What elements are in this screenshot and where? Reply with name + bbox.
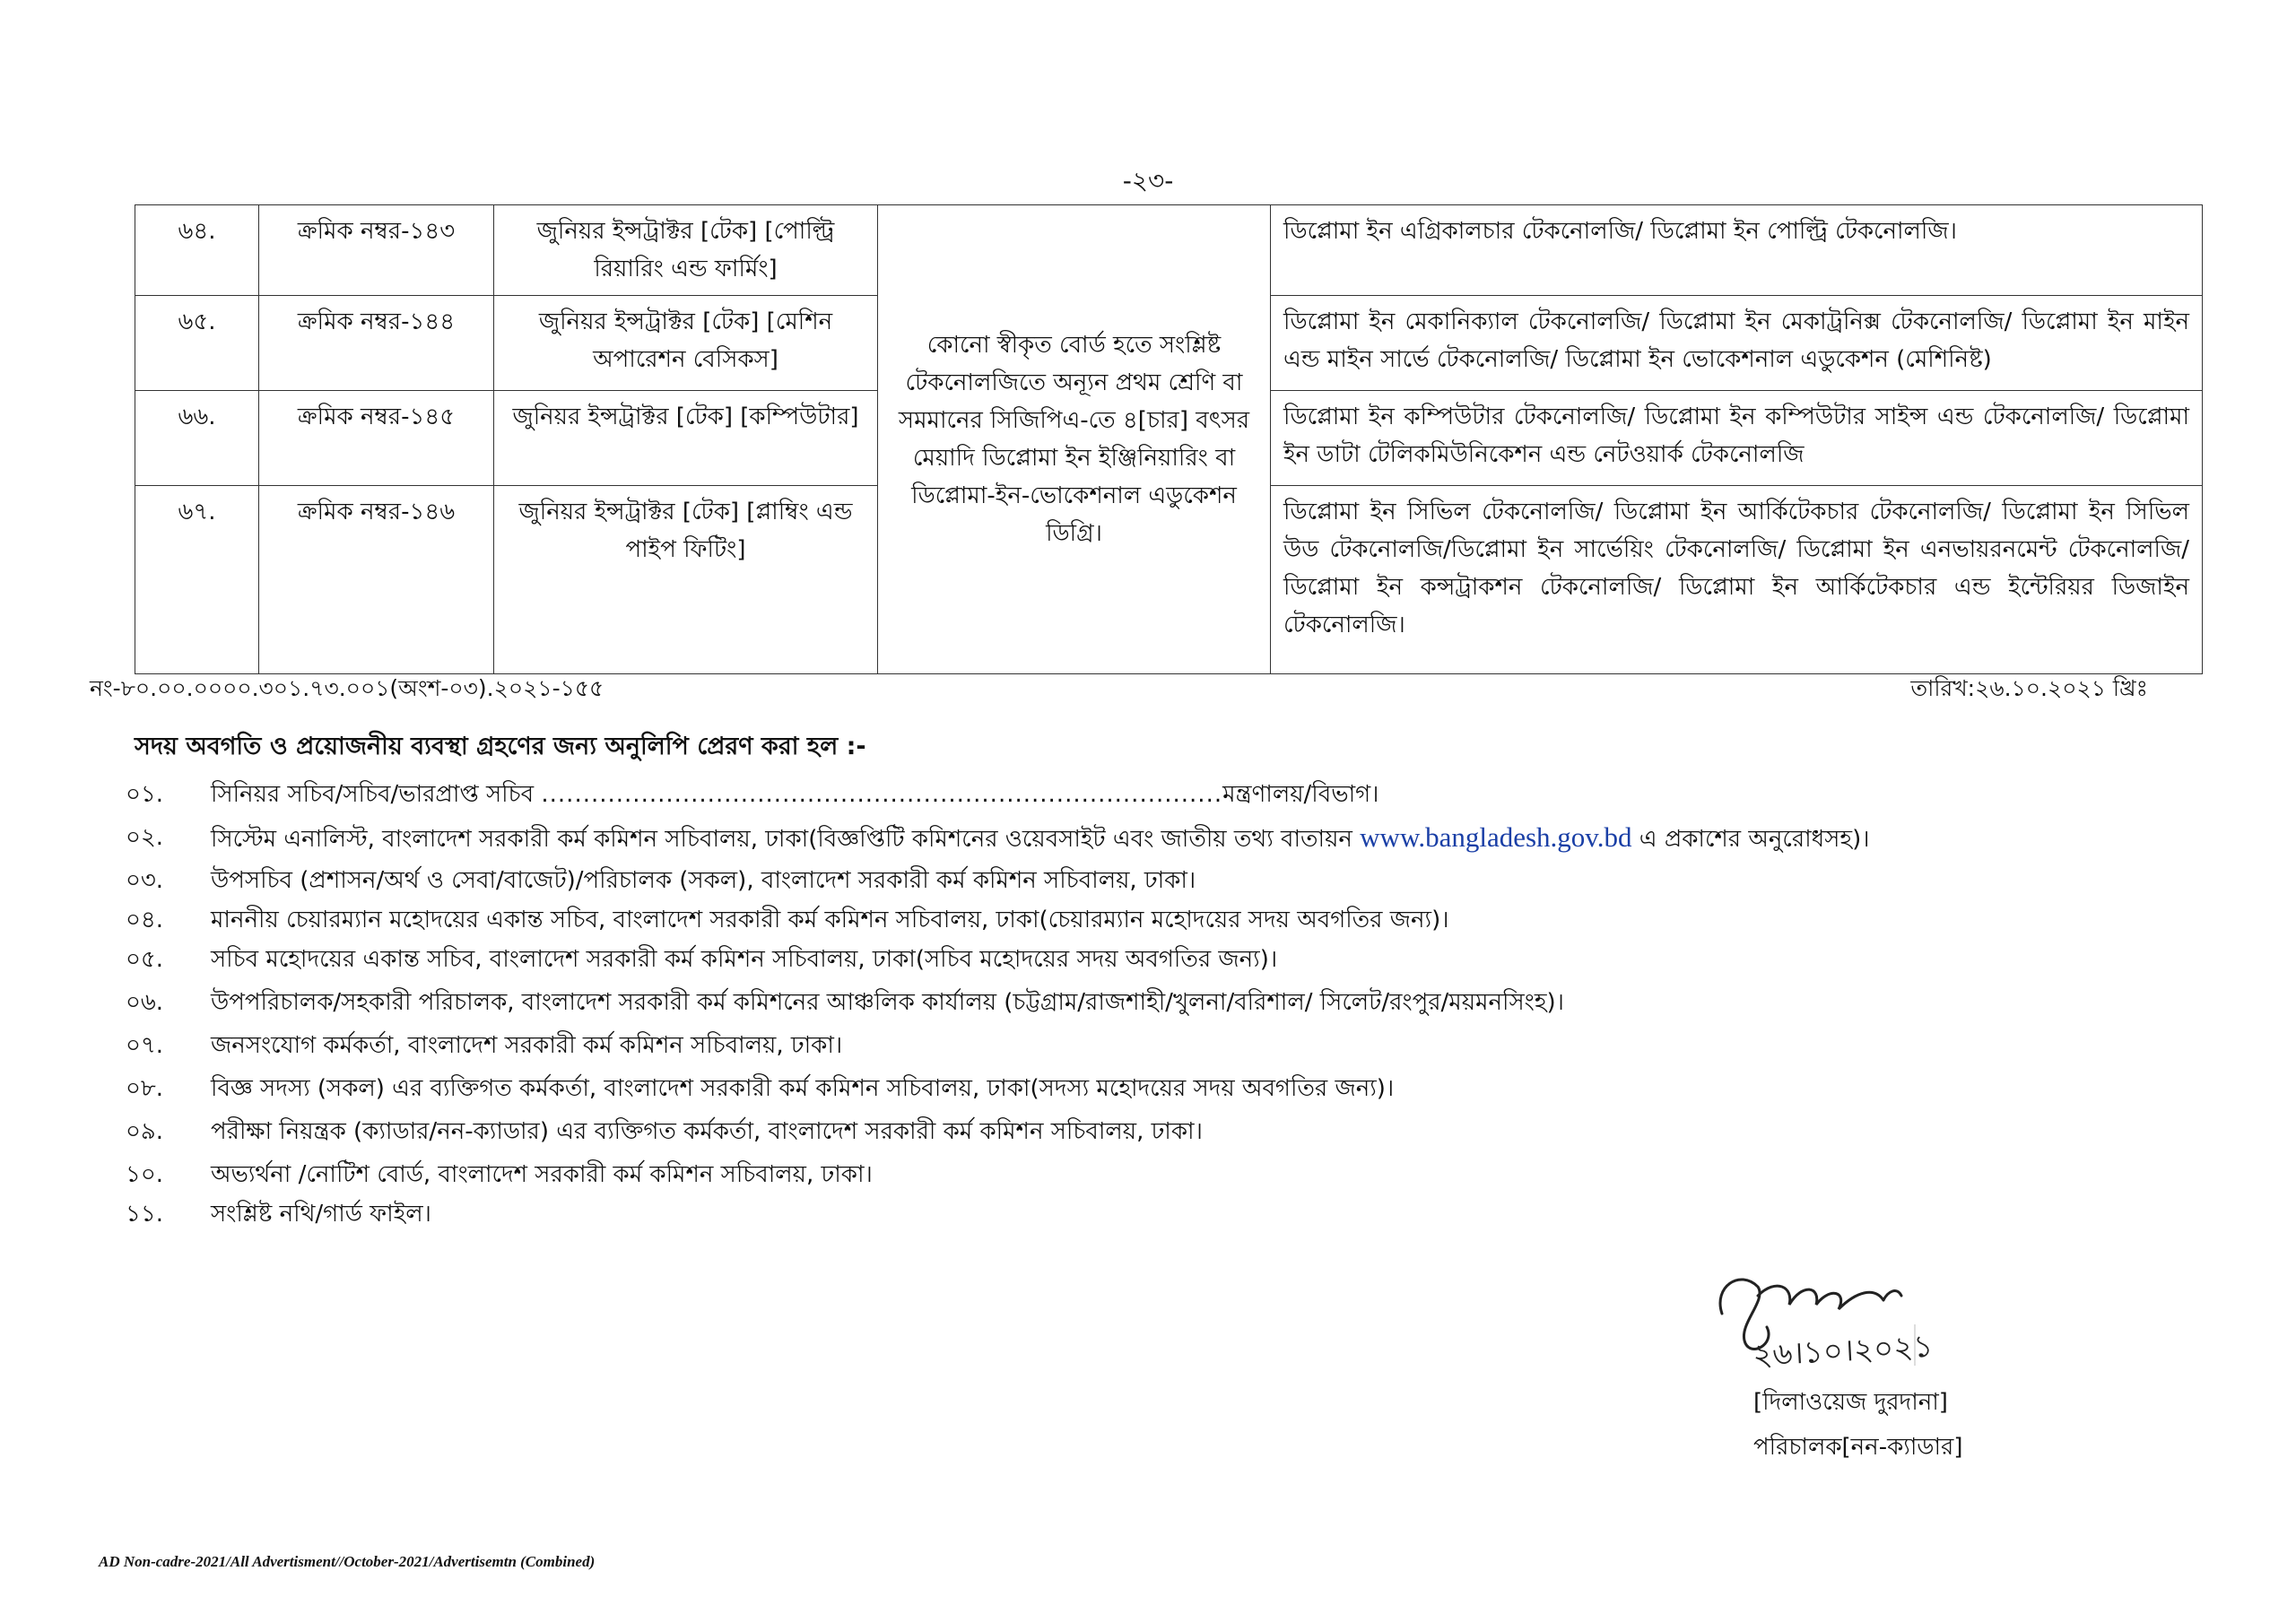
list-item: [126, 1153, 2188, 1196]
table-row: [135, 205, 2203, 296]
item-text: সচিব মহোদয়ের একান্ত সচিব, বাংলাদেশ সরকারী কর্ম কমিশন সচিবালয়, ঢাকা(সচিব মহোদয়ের সদয় অবগতির জন্য)।: [211, 946, 1278, 973]
row-post-name: জুনিয়র ইন্সট্রাক্টর [টেক] [প্লাম্বিং এন্ড পাইপ ফিটিং]: [494, 486, 878, 674]
row-subjects: ডিপ্লোমা ইন এগ্রিকালচার টেকনোলজি/ ডিপ্লোমা ইন পোল্ট্রি টেকনোলজি।: [1271, 205, 2203, 296]
item-number: ০৮.: [126, 1075, 164, 1102]
list-item: [126, 1024, 2188, 1067]
list-item: [126, 1110, 2188, 1153]
row-subjects: ডিপ্লোমা ইন কম্পিউটার টেকনোলজি/ ডিপ্লোমা ইন কম্পিউটার সাইন্স এন্ড টেকনোলজি/ ডিপ্লোমা ইন ডাটা টেলিকমিউনিকেশন এন্ড নেটওয়ার্ক টেকনোলজি: [1271, 391, 2203, 486]
item-text: সিনিয়র সচিব/সচিব/ভারপ্রাপ্ত সচিব ..................................................................................মন্ত্রণালয়/বিভাগ।: [211, 781, 1379, 808]
item-number: ১১.: [126, 1201, 164, 1228]
item-text: জনসংযোগ কর্মকর্তা, বাংলাদেশ সরকারী কর্ম কমিশন সচিবালয়, ঢাকা।: [211, 1032, 843, 1059]
item-text: অভ্যর্থনা /নোটিশ বোর্ড, বাংলাদেশ সরকারী কর্ম কমিশন সচিবালয়, ঢাকা।: [211, 1161, 873, 1188]
item-text: পরীক্ষা নিয়ন্ত্রক (ক্যাডার/নন-ক্যাডার) এর ব্যক্তিগত কর্মকর্তা, বাংলাদেশ সরকারী কর্ম কমিশন সচিবালয়, ঢাকা।: [211, 1118, 1203, 1145]
item-text: বিজ্ঞ সদস্য (সকল) এর ব্যক্তিগত কর্মকর্তা, বাংলাদেশ সরকারী কর্ম কমিশন সচিবালয়, ঢাকা(সদস্য মহোদয়ের সদয় অবগতির জন্য)।: [211, 1075, 1395, 1102]
row-reference: ক্রমিক নম্বর-১৪৩: [259, 205, 494, 296]
item-number: ০৩.: [126, 867, 164, 894]
list-item: [126, 859, 2188, 902]
row-post-name: জুনিয়র ইন্সট্রাক্টর [টেক] [কম্পিউটার]: [494, 391, 878, 486]
item-number: ০১.: [126, 781, 164, 808]
footer-file-path: AD Non-cadre-2021/All Advertisment//October-2021/Advertisemtn (Combined): [99, 1553, 596, 1570]
list-item: [126, 981, 2188, 1024]
item-number: ০৪.: [126, 907, 164, 933]
item-number: ০৭.: [126, 1032, 164, 1059]
item-number: ০৫.: [126, 946, 164, 973]
copy-list: [126, 773, 2188, 1232]
row-post-name: জুনিয়র ইন্সট্রাক্টর [টেক] [পোল্ট্রি রিয়ারিং এন্ড ফার্মিং]: [494, 205, 878, 296]
row-reference: ক্রমিক নম্বর-১৪৪: [259, 296, 494, 391]
list-item: [126, 1067, 2188, 1110]
memo-number: নং-৮০.০০.০০০০.৩০১.৭৩.০০১(অংশ-০৩).২০২১-১৫৫: [90, 675, 604, 701]
row-serial: ৬৬.: [135, 391, 259, 486]
list-item: [126, 938, 2188, 981]
row-reference: ক্রমিক নম্বর-১৪৬: [259, 486, 494, 674]
handwritten-signature: [1704, 1260, 2027, 1385]
website-link[interactable]: www.bangladesh.gov.bd: [1360, 821, 1632, 853]
list-item: [126, 816, 2188, 859]
signer-title: পরিচালক[নন-ক্যাডার]: [1753, 1434, 1963, 1461]
fill-dots: ..................................................................................: [541, 781, 1223, 808]
signature-date: ২৬।১০।২০২১: [1752, 1328, 1935, 1374]
item-number: ০৯.: [126, 1118, 164, 1145]
list-item: [126, 1196, 2188, 1232]
common-qualification: কোনো স্বীকৃত বোর্ড হতে সংশ্লিষ্ট টেকনোলজিতে অন্যূন প্রথম শ্রেণি বা সমমানের সিজিপিএ-তে ৪[চার] বৎসর মেয়াদি ডিপ্লোমা ইন ইঞ্জিনিয়ারিং বা ডিপ্লোমা-ইন-ভোকেশনাল এডুকেশন ডিগ্রি।: [878, 205, 1271, 674]
memo-date: তারিখ:২৬.১০.২০২১ খ্রিঃ: [1910, 675, 2148, 701]
item-number: ০৬.: [126, 989, 164, 1016]
page-number: -২৩-: [1122, 166, 1174, 195]
item-text: উপপরিচালক/সহকারী পরিচালক, বাংলাদেশ সরকারী কর্ম কমিশনের আঞ্চলিক কার্যালয় (চট্টগ্রাম/রাজশাহী/খুলনা/বরিশাল/ সিলেট/রংপুর/ময়মনসিংহ)।: [211, 989, 1564, 1016]
row-post-name: জুনিয়র ইন্সট্রাক্টর [টেক] [মেশিন অপারেশন বেসিকস]: [494, 296, 878, 391]
qualification-table: [135, 204, 2203, 674]
item-suffix: মন্ত্রণালয়/বিভাগ।: [1222, 781, 1379, 808]
list-item: [126, 902, 2188, 938]
item-number: ০২.: [126, 824, 164, 851]
row-serial: ৬৫.: [135, 296, 259, 391]
row-subjects: ডিপ্লোমা ইন মেকানিক্যাল টেকনোলজি/ ডিপ্লোমা ইন মেকাট্রনিক্স টেকনোলজি/ ডিপ্লোমা ইন মাইন এন্ড মাইন সার্ভে টেকনোলজি/ ডিপ্লোমা ইন ভোকেশনাল এডুকেশন (মেশিনিষ্ট): [1271, 296, 2203, 391]
list-item: [126, 773, 2188, 816]
item-text: সিস্টেম এনালিস্ট, বাংলাদেশ সরকারী কর্ম কমিশন সচিবালয়, ঢাকা(বিজ্ঞপ্তিটি কমিশনের ওয়েবসাইট এবং জাতীয় তথ্য বাতায়ন www.bangladesh.gov.bd এ প্রকাশের অনুরোধসহ)।: [211, 821, 1870, 853]
row-subjects: ডিপ্লোমা ইন সিভিল টেকনোলজি/ ডিপ্লোমা ইন আর্কিটেকচার টেকনোলজি/ ডিপ্লোমা ইন সিভিল উড টেকনোলজি/ডিপ্লোমা ইন সার্ভেয়িং টেকনোলজি/ ডিপ্লোমা ইন এনভায়রনমেন্ট টেকনোলজি/ডিপ্লোমা ইন কন্সট্রাকশন টেকনোলজি/ ডিপ্লোমা ইন আর্কিটেকচার এন্ড ইন্টেরিয়র ডিজাইন টেকনোলজি।: [1271, 486, 2203, 674]
row-serial: ৬৪.: [135, 205, 259, 296]
item-text: মাননীয় চেয়ারম্যান মহোদয়ের একান্ত সচিব, বাংলাদেশ সরকারী কর্ম কমিশন সচিবালয়, ঢাকা(চেয়ারম্যান মহোদয়ের সদয় অবগতির জন্য)।: [211, 907, 1449, 933]
signer-name: [দিলাওয়েজ দুরদানা]: [1753, 1389, 1948, 1416]
item-text: সংশ্লিষ্ট নথি/গার্ড ফাইল।: [211, 1201, 431, 1228]
item-number: ১০.: [126, 1161, 164, 1188]
row-reference: ক্রমিক নম্বর-১৪৫: [259, 391, 494, 486]
row-serial: ৬৭.: [135, 486, 259, 674]
copy-heading: সদয় অবগতি ও প্রয়োজনীয় ব্যবস্থা গ্রহণের জন্য অনুলিপি প্রেরণ করা হল :-: [135, 733, 866, 760]
item-text: উপসচিব (প্রশাসন/অর্থ ও সেবা/বাজেট)/পরিচালক (সকল), বাংলাদেশ সরকারী কর্ম কমিশন সচিবালয়, ঢাকা।: [211, 867, 1196, 894]
